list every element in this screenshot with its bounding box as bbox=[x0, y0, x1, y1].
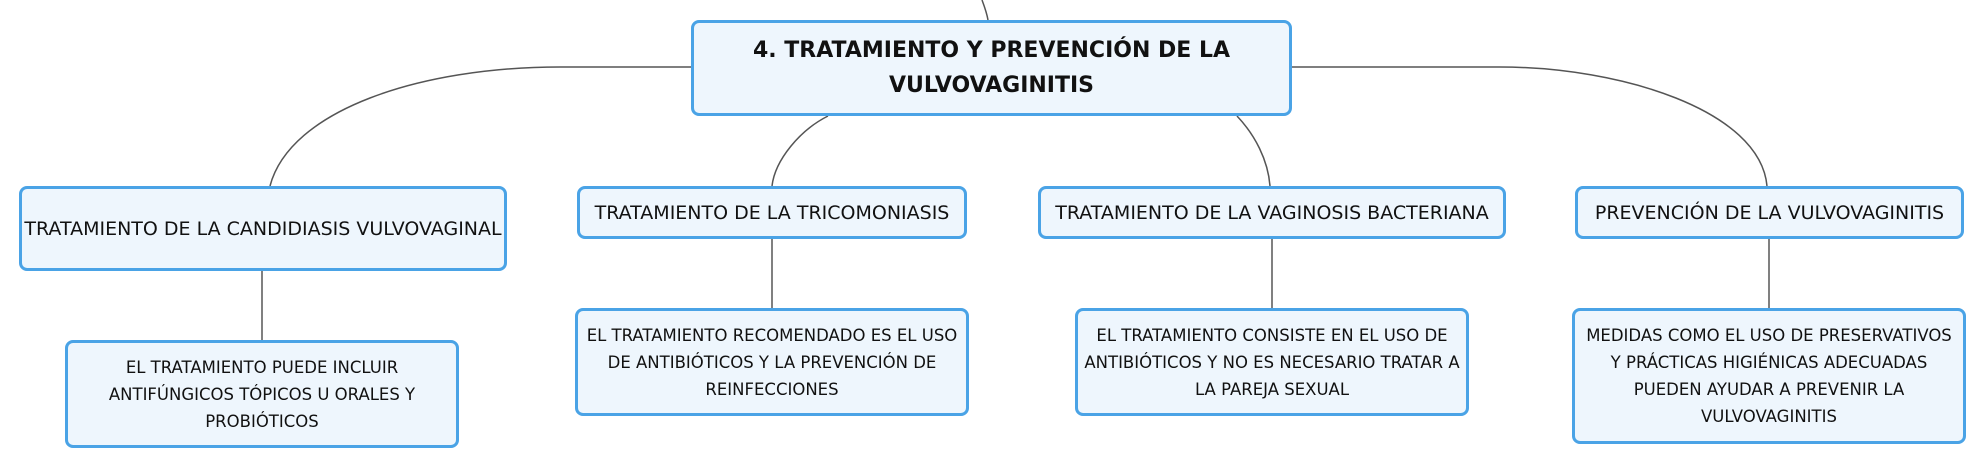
branch-prevencion-label: PREVENCIÓN DE LA VULVOVAGINITIS bbox=[1594, 201, 1945, 224]
detail-tricomoniasis-node[interactable] bbox=[575, 308, 969, 416]
branch-vaginosis-label: TRATAMIENTO DE LA VAGINOSIS BACTERIANA bbox=[1055, 201, 1489, 224]
branch-candidiasis-node[interactable] bbox=[19, 186, 507, 271]
detail-vaginosis-node[interactable] bbox=[1075, 308, 1469, 416]
connector-root-to-vaginosis bbox=[1237, 116, 1270, 186]
connector-parent-to-root bbox=[982, 0, 988, 20]
branch-tricomoniasis-label: TRATAMIENTO DE LA TRICOMONIASIS bbox=[594, 201, 950, 224]
detail-prevencion-text: MEDIDAS COMO EL USO DE PRESERVATIVOS Y PRÁCTICAS HIGIÉNICAS ADECUADAS PUEDEN AYUDAR A PREVENIR LA VULVOVAGINITIS bbox=[1586, 326, 1952, 426]
detail-candidiasis-text: EL TRATAMIENTO PUEDE INCLUIR ANTIFÚNGICOS TÓPICOS U ORALES Y PROBIÓTICOS bbox=[108, 357, 416, 431]
branch-tricomoniasis-node[interactable] bbox=[577, 186, 967, 239]
branch-candidiasis-label: TRATAMIENTO DE LA CANDIDIASIS VULVOVAGINAL bbox=[24, 217, 502, 240]
detail-vaginosis-text: EL TRATAMIENTO CONSISTE EN EL USO DE ANTIBIÓTICOS Y NO ES NECESARIO TRATAR A LA PAREJA SEXUAL bbox=[1084, 325, 1460, 399]
detail-prevencion-node[interactable] bbox=[1572, 308, 1966, 444]
root-topic-title: 4. TRATAMIENTO Y PREVENCIÓN DE LA VULVOVAGINITIS bbox=[752, 38, 1231, 98]
detail-tricomoniasis-text: EL TRATAMIENTO RECOMENDADO ES EL USO DE ANTIBIÓTICOS Y LA PREVENCIÓN DE REINFECCIONES bbox=[586, 325, 958, 399]
connector-root-to-prevencion bbox=[1292, 67, 1767, 186]
connector-root-to-candidiasis bbox=[270, 67, 691, 186]
branch-prevencion-node[interactable] bbox=[1575, 186, 1964, 239]
root-topic-node[interactable] bbox=[691, 20, 1292, 116]
connector-root-to-tricomoniasis bbox=[772, 116, 828, 186]
detail-candidiasis-node[interactable] bbox=[65, 340, 459, 448]
branch-vaginosis-node[interactable] bbox=[1038, 186, 1506, 239]
